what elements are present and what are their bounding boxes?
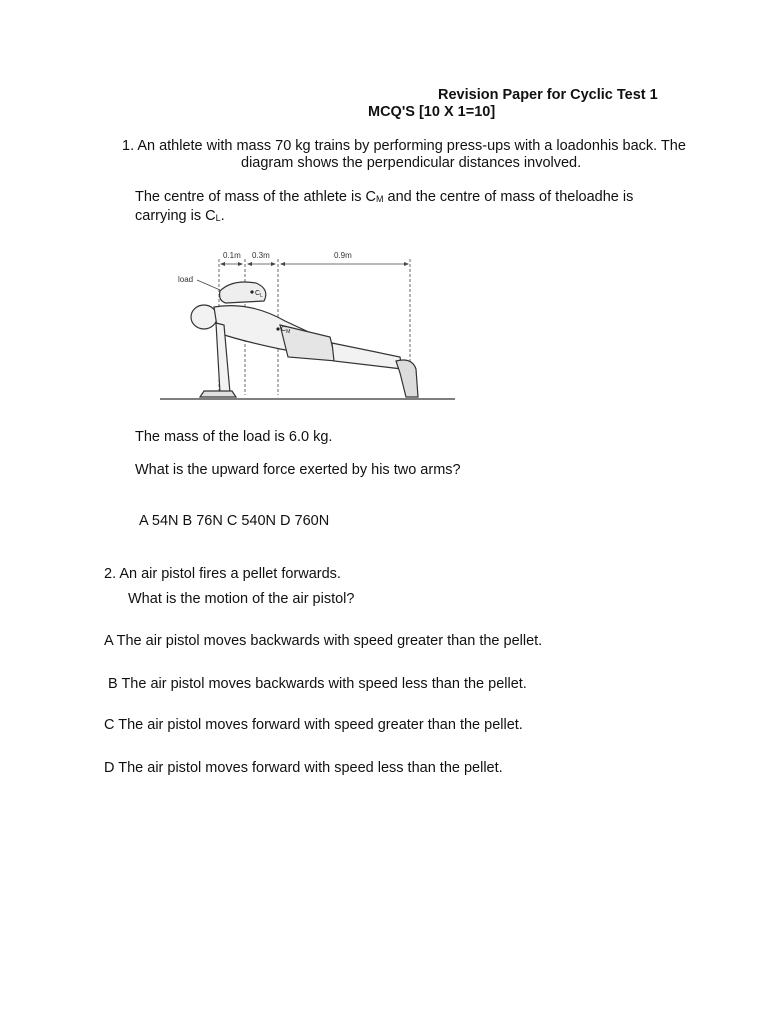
q1-options: A 54N B 76N C 540N D 760N (139, 513, 330, 529)
paper-subtitle: MCQ'S [10 X 1=10] (368, 104, 496, 120)
q1-mass-text: The mass of the load is 6.0 kg. (135, 429, 333, 445)
q2-intro: 2. An air pistol fires a pellet forwards. (104, 566, 341, 582)
paper-title: Revision Paper for Cyclic Test 1 (438, 87, 658, 103)
dist-label-3: 0.9m (334, 251, 352, 260)
cm-label: $C_M$ (281, 326, 291, 335)
q1-carrying-text: carrying is $C_L$. (135, 208, 225, 224)
pressup-diagram (160, 245, 460, 405)
subscript-m: M (375, 194, 384, 204)
dist-label-1: 0.1m (223, 251, 241, 260)
cl-point (250, 290, 253, 293)
q2-question: What is the motion of the air pistol? (128, 591, 355, 607)
athlete-hand (200, 391, 236, 397)
athlete-figure (191, 282, 418, 397)
load-label: load (178, 275, 194, 284)
cl-label: $C_L$ (255, 290, 263, 299)
q1-intro-line1: 1. An athlete with mass 70 kg trains by performing press-ups with a loadonhis back. The (122, 138, 686, 154)
cm-point (276, 327, 279, 330)
dist-label-2: 0.3m (252, 251, 270, 260)
athlete-head (191, 305, 217, 329)
q2-option-a: A The air pistol moves backwards with speed greater than the pellet. (104, 633, 543, 649)
q1-centre-of-mass-text: The centre of mass of the athlete is $C_M$ and the centre of mass of theloadhe is (135, 189, 634, 205)
q2-option-d: D The air pistol moves forward with speed less than the pellet. (104, 760, 503, 776)
athlete-leg (332, 343, 402, 369)
subscript-l: L (215, 213, 221, 223)
athlete-shoe (396, 360, 418, 397)
q2-option-b: B The air pistol moves backwards with speed less than the pellet. (108, 676, 527, 692)
q1-question: What is the upward force exerted by his two arms? (135, 462, 461, 478)
q1-intro-line2: diagram shows the perpendicular distances involved. (241, 155, 582, 171)
q2-option-c: C The air pistol moves forward with speed greater than the pellet. (104, 717, 523, 733)
